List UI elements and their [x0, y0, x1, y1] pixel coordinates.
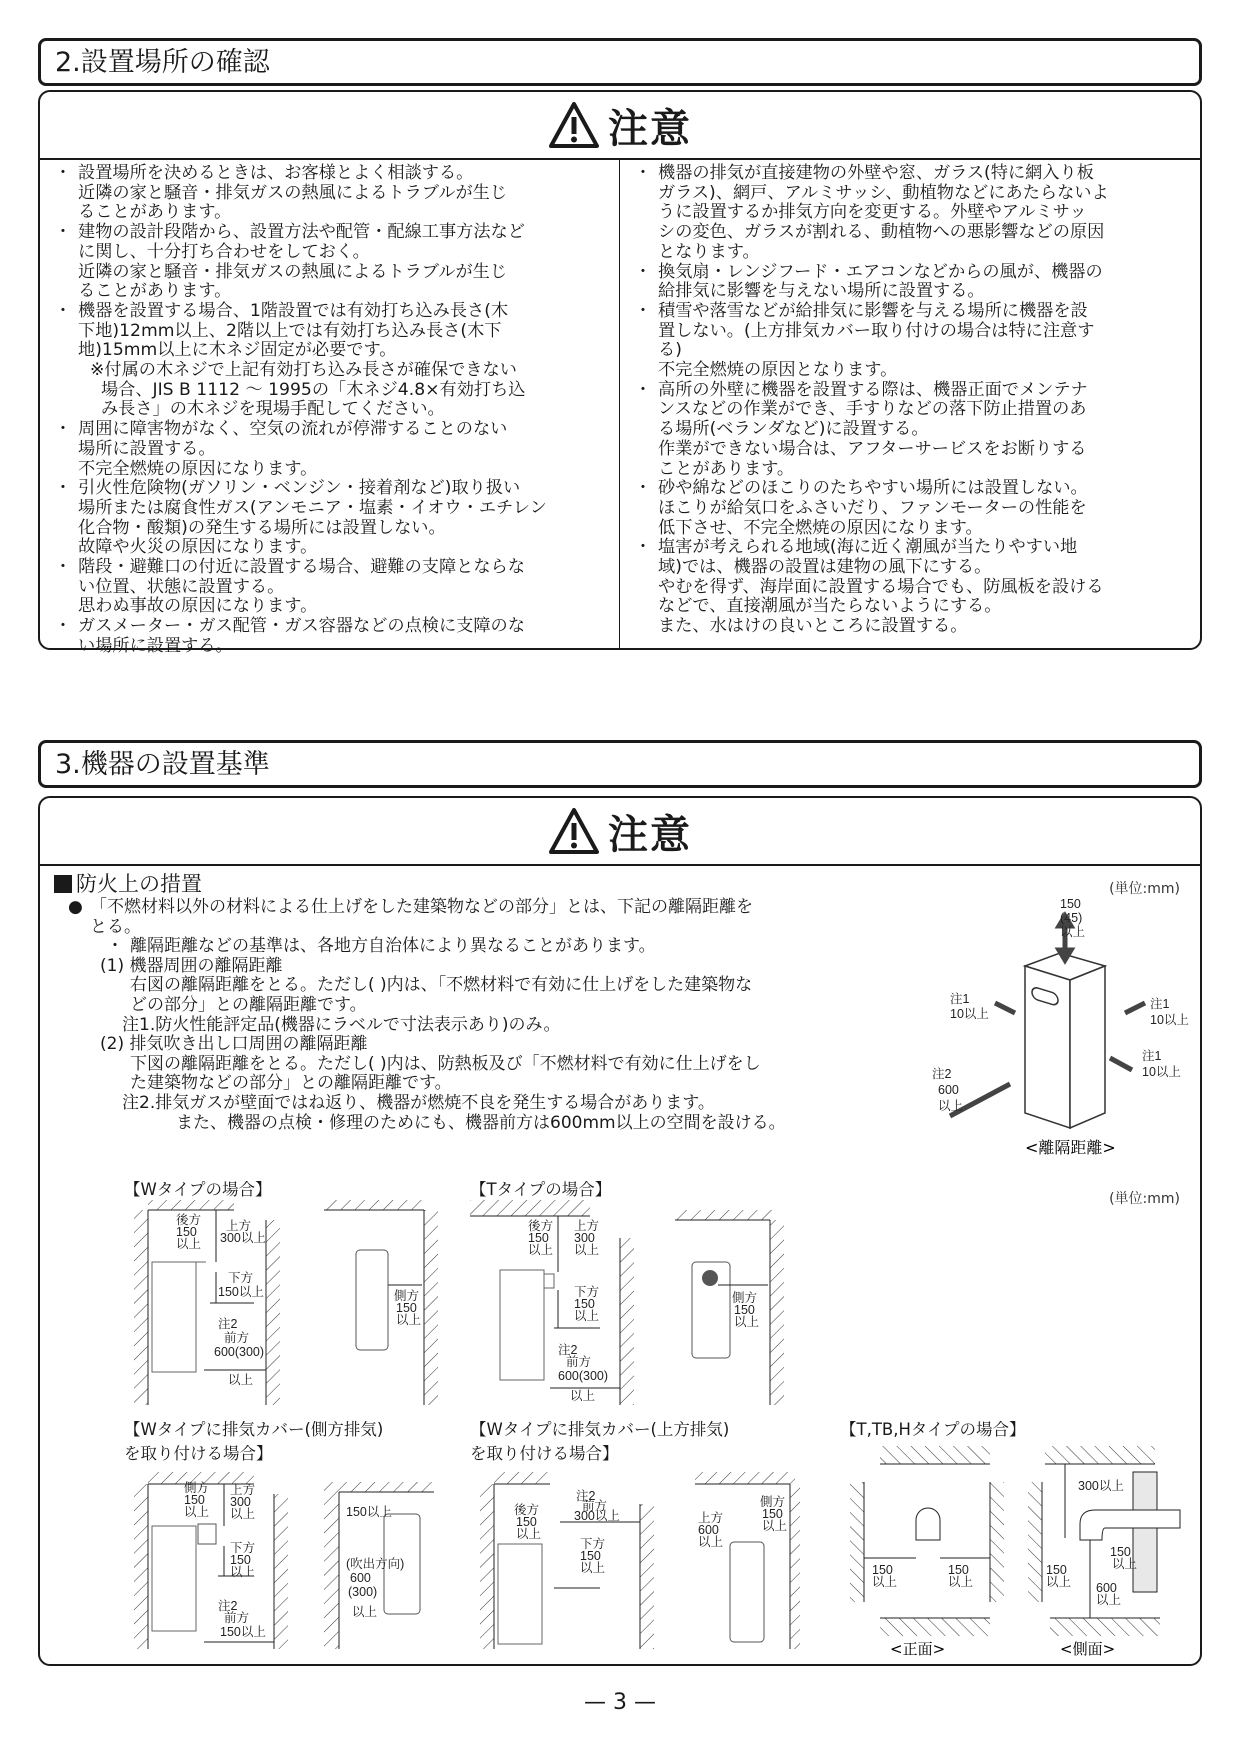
svg-text:注2: 注2	[218, 1317, 238, 1331]
caution-header	[40, 798, 1200, 866]
svg-text:以上: 以上	[938, 1099, 964, 1113]
svg-text:600: 600	[938, 1083, 959, 1097]
svg-text:以上: 以上	[698, 1535, 724, 1549]
top-clearance-3: 以上	[1060, 925, 1086, 939]
svg-text:300: 300	[574, 1231, 595, 1245]
svg-text:600: 600	[1096, 1581, 1117, 1595]
svg-text:以上: 以上	[872, 1575, 898, 1589]
t-tb-h-diagram	[850, 1442, 1200, 1662]
bullet-icon: ・	[634, 163, 652, 183]
svg-text:300以上: 300以上	[220, 1231, 266, 1245]
w-top-cover-diagram	[470, 1464, 800, 1654]
svg-text:以上: 以上	[1046, 1575, 1072, 1589]
svg-text:後方: 後方	[514, 1503, 540, 1517]
circle-bullet-icon: ●	[68, 897, 83, 917]
caution-label: 注意	[608, 105, 692, 152]
caution-list-item: ・ 階段・避難口の付近に設置する場合、避難の支障とならな い位置、状態に設置する。 思わぬ事故の原因になります。	[48, 558, 611, 617]
svg-text:上方: 上方	[230, 1483, 256, 1497]
svg-text:以上: 以上	[396, 1313, 422, 1327]
svg-text:150: 150	[396, 1301, 417, 1315]
svg-text:150: 150	[574, 1297, 595, 1311]
svg-text:注2: 注2	[576, 1489, 596, 1503]
section-3-caution-box	[38, 796, 1202, 1666]
svg-text:以上: 以上	[516, 1527, 542, 1541]
svg-text:300: 300	[230, 1495, 251, 1509]
svg-text:10以上: 10以上	[1142, 1065, 1181, 1079]
svg-text:150: 150	[176, 1225, 197, 1239]
svg-text:600(300): 600(300)	[558, 1369, 609, 1383]
caution-list-item: ・ 高所の外壁に機器を設置する際は、機器正面でメンテナ ンスなどの作業ができ、手すりなどの落下防止措置のあ る場所(ベランダなど)に設置する。 作業ができない場合は、アフターサービスをお断りする ことがあります。	[628, 381, 1192, 480]
svg-text:注1: 注1	[1150, 997, 1170, 1011]
svg-text:前方: 前方	[566, 1355, 592, 1369]
svg-text:150: 150	[184, 1493, 205, 1507]
square-bullet-icon	[54, 875, 72, 893]
fire-prevention-block: 防火上の措置 ● 「不燃材料以外の材料による仕上げをした建築物などの部分」とは、下記の離隔距離を とる。 ・ 離隔距離などの基準は、各地方自治体により異なることがあります。 (1) 機器周囲の離隔距離 右図の離隔距離をとる。ただし( )内は、「不燃材料で有効に仕上げをした建築物な どの部分」との離隔距離です。 注1.防火性能評定品(機器にラベルで寸法表示あり)のみ。 (2) 排気吹き出し口周囲の離隔距離 下図の離隔距離をとる。ただし( )内は、防熱板及び「不燃材料で有効に仕上げをし た建築物などの部分」との離隔距離です。 注2.排気ガスが壁面ではね返り、機器が燃焼不良を発生する場合があります。 また、機器の点検・修理のためにも、機器前方は600mm以上の空間を設ける。	[40, 870, 940, 1133]
caution-list-item: ・ 換気扇・レンジフード・エアコンなどからの風が、機器の 給排気に影響を与えない場所に設置する。	[628, 263, 1192, 302]
svg-text:150: 150	[872, 1563, 893, 1577]
svg-text:300以上: 300以上	[574, 1509, 620, 1523]
svg-text:150: 150	[528, 1231, 549, 1245]
t-tb-h-title: 【T,TB,Hタイプの場合】	[840, 1420, 1026, 1439]
unit-label-2: (単位:mm)	[1109, 1191, 1180, 1207]
fire-prevention-heading: 防火上の措置	[54, 870, 940, 898]
t-type-diagram	[470, 1200, 790, 1410]
svg-text:以上: 以上	[574, 1309, 600, 1323]
bullet-icon: ・	[54, 557, 72, 578]
svg-text:600(300): 600(300)	[214, 1345, 265, 1359]
svg-text:150: 150	[230, 1553, 251, 1567]
bullet-icon: ・	[634, 379, 652, 400]
svg-text:下方: 下方	[574, 1285, 600, 1299]
note-1: 注1.防火性能評定品(機器にラベルで寸法表示あり)のみ。	[122, 1014, 561, 1035]
bullet-icon: ・	[54, 616, 72, 637]
svg-text:側方: 側方	[394, 1289, 420, 1303]
bullet-icon: ・	[54, 300, 72, 321]
svg-text:150以上: 150以上	[220, 1625, 266, 1639]
note-line: 場合、JIS B 1112 ～ 1995の「木ネジ4.8×有効打ち込	[90, 379, 526, 400]
caution-list-item: ・ 積雪や落雪などが給排気に影響を与える場所に機器を設 置しない。(上方排気カバー取り付けの場合は特に注意す る) 不完全燃焼の原因となります。	[628, 302, 1192, 381]
clearance-1-title: (1) 機器周囲の離隔距離	[100, 955, 283, 976]
svg-text:(吹出方向): (吹出方向)	[346, 1557, 405, 1571]
svg-text:下方: 下方	[230, 1541, 256, 1555]
caution-list-item: ・ 機器を設置する場合、1階設置では有効打ち込み長さ(木 下地)12mm以上、2階以上では有効打ち込み長さ(木下 地)15mm以上に木ネジ固定が必要です。 ※付属の木ネジで上記有効打ち込み長さが確保できない 場合、JIS B 1112 ～ 1995の「木ネジ4.8×有効打ち込 み長さ」の木ネジを現場手配してください。	[48, 302, 611, 420]
svg-text:150: 150	[516, 1515, 537, 1529]
svg-text:注1: 注1	[950, 992, 970, 1006]
svg-text:300以上: 300以上	[1078, 1479, 1124, 1493]
caution-list-item: ・ 建物の設計段階から、設置方法や配管・配線工事方法など に関し、十分打ち合わせをしておく。 近隣の家と騒音・排気ガスの熱風によるトラブルが生じ ることがあります。	[48, 223, 611, 302]
caution-list-item: ・ 設置場所を決めるときは、お客様とよく相談する。 近隣の家と騒音・排気ガスの熱風によるトラブルが生じ ることがあります。	[48, 164, 611, 223]
svg-text:600: 600	[698, 1523, 719, 1537]
svg-text:下方: 下方	[228, 1271, 254, 1285]
w-type-diagram	[124, 1200, 444, 1410]
svg-text:以上: 以上	[352, 1605, 378, 1619]
top-clearance-1: 150	[1060, 898, 1081, 911]
svg-text:150: 150	[1110, 1545, 1131, 1559]
caution-header	[40, 92, 1200, 160]
bullet-icon: ・	[634, 537, 652, 558]
svg-text:側方: 側方	[184, 1481, 210, 1495]
svg-text:側方: 側方	[760, 1495, 786, 1509]
svg-text:以上: 以上	[230, 1565, 256, 1579]
svg-text:下方: 下方	[580, 1537, 606, 1551]
note-2: 注2.排気ガスが壁面ではね返り、機器が燃焼不良を発生する場合があります。	[122, 1092, 715, 1113]
svg-text:上方: 上方	[574, 1219, 600, 1233]
svg-text:以上: 以上	[574, 1243, 600, 1257]
svg-text:以上: 以上	[228, 1373, 254, 1387]
bullet-icon: ・	[54, 478, 72, 499]
w-top-cover-title: 【Wタイプに排気カバー(上方排気) を取り付ける場合】	[470, 1420, 730, 1463]
bullet-icon: ・	[54, 163, 72, 183]
caution-list-item: ・ 砂や綿などのほこりのたちやすい場所には設置しない。 ほこりが給気口をふさいだり、ファンモーターの性能を 低下させ、不完全燃焼の原因になります。	[628, 479, 1192, 538]
svg-text:前方: 前方	[224, 1331, 250, 1345]
section-2-header	[38, 38, 1202, 86]
t-type-title: 【Tタイプの場合】	[470, 1180, 612, 1199]
svg-text:以上: 以上	[1112, 1557, 1138, 1571]
svg-text:側方: 側方	[732, 1291, 758, 1305]
caution-list-item: ・ 周囲に障害物がなく、空気の流れが停滞することのない 場所に設置する。 不完全燃焼の原因になります。	[48, 420, 611, 479]
section-2-title: 2.設置場所の確認	[55, 47, 270, 78]
bullet-icon: ・	[634, 478, 652, 499]
svg-text:以上: 以上	[570, 1389, 596, 1403]
bullet-icon: ・	[54, 222, 72, 243]
top-clearance-2: (45)	[1060, 911, 1083, 925]
svg-text:注2: 注2	[932, 1067, 952, 1081]
svg-text:注2: 注2	[558, 1343, 578, 1357]
w-side-cover-title: 【Wタイプに排気カバー(側方排気) を取り付ける場合】	[124, 1420, 384, 1463]
svg-text:10以上: 10以上	[950, 1007, 989, 1021]
bullet-icon: ・	[634, 300, 652, 321]
svg-text:150: 150	[580, 1549, 601, 1563]
svg-text:以上: 以上	[762, 1519, 788, 1533]
section-3-header	[38, 740, 1202, 788]
caution-list-right	[620, 160, 1200, 648]
svg-text:以上: 以上	[1096, 1593, 1122, 1607]
svg-text:後方: 後方	[528, 1219, 554, 1233]
svg-text:150: 150	[948, 1563, 969, 1577]
bullet-icon: ・	[634, 261, 652, 282]
w-type-title: 【Wタイプの場合】	[124, 1180, 272, 1199]
svg-text:150以上: 150以上	[346, 1505, 392, 1519]
svg-text:以上: 以上	[948, 1575, 974, 1589]
w-side-cover-diagram	[124, 1464, 444, 1654]
svg-text:注2: 注2	[218, 1599, 238, 1613]
svg-text:上方: 上方	[226, 1219, 252, 1233]
svg-text:以上: 以上	[528, 1243, 554, 1257]
warning-triangle-icon	[548, 101, 600, 149]
clearance-2-title: (2) 排気吹き出し口周囲の離隔距離	[100, 1034, 368, 1055]
svg-text:注1: 注1	[1142, 1049, 1162, 1063]
fire-sub-item: ・ 離隔距離などの基準は、各地方自治体により異なることがあります。	[106, 936, 656, 957]
page-number: — 3 —	[584, 1690, 656, 1715]
svg-text:後方: 後方	[176, 1213, 202, 1227]
svg-text:600: 600	[350, 1571, 371, 1585]
note-line: ※付属の木ネジで上記有効打ち込み長さが確保できない	[90, 360, 517, 381]
warning-triangle-icon	[548, 807, 600, 855]
svg-text:150: 150	[734, 1303, 755, 1317]
svg-text:以上: 以上	[176, 1237, 202, 1251]
svg-text:以上: 以上	[230, 1507, 256, 1521]
svg-text:上方: 上方	[698, 1511, 724, 1525]
caution-list-item: ・ 機器の排気が直接建物の外壁や窓、ガラス(特に網入り板 ガラス)、網戸、アルミサッシ、動植物などにあたらないよ うに設置するか排気方向を変更する。外壁やアルミサッ シの変色、ガラスが割れる、動植物への悪影響などの原因 となります。	[628, 164, 1192, 263]
svg-text:以上: 以上	[184, 1505, 210, 1519]
fire-main-item: ● 「不燃材料以外の材料による仕上げをした建築物などの部分」とは、下記の離隔距離を とる。	[68, 897, 753, 937]
caution-label: 注意	[608, 811, 692, 858]
caution-list-item: ・ 引火性危険物(ガソリン・ベンジン・接着剤など)取り扱い 場所または腐食性ガス(アンモニア・塩素・イオウ・エチレン 化合物・酸類)の発生する場所には設置しない。 故障や火災の原因になります。	[48, 479, 611, 558]
side-view-caption: <側面>	[1060, 1640, 1116, 1658]
front-view-caption: <正面>	[890, 1640, 946, 1658]
svg-text:以上: 以上	[580, 1561, 606, 1575]
water-heater-iso-illustration	[1025, 953, 1105, 1128]
section-3-title: 3.機器の設置基準	[55, 749, 270, 780]
svg-text:150以上: 150以上	[218, 1285, 264, 1299]
svg-text:150: 150	[762, 1507, 783, 1521]
section-2-caution-box	[38, 90, 1202, 656]
caution-list-left	[40, 160, 620, 656]
clearance-figure	[910, 898, 1200, 1158]
svg-text:前方: 前方	[582, 1499, 608, 1513]
svg-text:前方: 前方	[224, 1611, 250, 1625]
caution-list-item: ・ 塩害が考えられる地域(海に近く潮風が当たりやすい地 域)では、機器の設置は建物の風下にする。 やむを得ず、海岸面に設置する場合でも、防風板を設ける などで、直接潮風が当たらないようにする。 また、水はけの良いところに設置する。	[628, 538, 1192, 637]
caution-list-item: ・ ガスメーター・ガス配管・ガス容器などの点検に支障のな い場所に設置する。	[48, 617, 611, 656]
svg-text:150: 150	[1046, 1563, 1067, 1577]
svg-text:以上: 以上	[734, 1315, 760, 1329]
bullet-icon: ・	[54, 419, 72, 440]
unit-label: (単位:mm)	[1109, 881, 1180, 897]
clearance-caption: <離隔距離>	[1025, 1138, 1116, 1157]
svg-text:(300): (300)	[348, 1585, 378, 1599]
svg-text:10以上: 10以上	[1150, 1013, 1189, 1027]
note-line: み長さ」の木ネジを現場手配してください。	[90, 399, 445, 420]
